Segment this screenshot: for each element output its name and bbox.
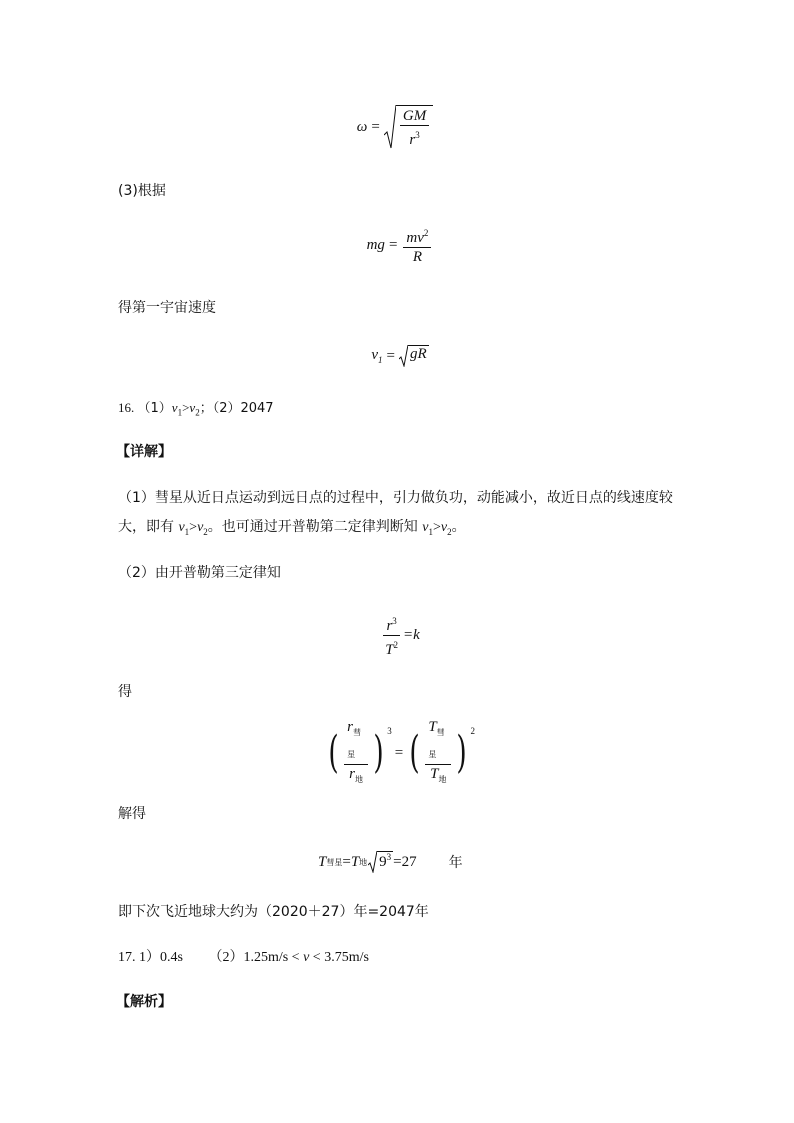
- sqrt-gr: [399, 345, 429, 367]
- equation-omega: [330, 104, 460, 150]
- omega-symbol: ω: [356, 118, 368, 135]
- exponent-2: 2: [423, 228, 429, 238]
- next-time-text: 即下次飞近地球大约为（2020＋27）年=2047年: [118, 904, 429, 920]
- denominator-R: R: [412, 249, 422, 265]
- equals-sign: =: [371, 118, 380, 135]
- jiede-label: 解得: [118, 806, 146, 822]
- exponent-3: 3: [387, 726, 392, 736]
- radical-sign-icon: [399, 345, 408, 367]
- fraction-mv2-r: [403, 225, 431, 265]
- equals-sign: =: [388, 236, 398, 253]
- section-3-label: (3)根据: [118, 183, 166, 199]
- exponent-2: 2: [470, 726, 475, 736]
- detail-header: 【详解】: [116, 444, 172, 460]
- fraction-t-ratio: $\frac{T_{彗星}}{T_地}$: [425, 719, 451, 788]
- fraction-r3-t2: $\frac{r^3}{T^2}$: [382, 613, 401, 658]
- fraction-gm-r3: [400, 108, 429, 148]
- equals-sign: =: [386, 347, 395, 364]
- equation-v1: [350, 343, 450, 369]
- year-unit: 年: [448, 855, 463, 871]
- question-16-answer: 16. $(1)v_1>v_2$；（2）2047: [118, 400, 274, 418]
- mg-term: mg: [366, 236, 385, 253]
- denominator-r: r: [409, 131, 416, 148]
- paragraph-1-line-1: （1）彗星从近日点运动到远日点的过程中，引力做负功，动能减小，故近日点的线速度较: [118, 490, 673, 506]
- v1-term: $v_1$: [371, 347, 383, 365]
- fraction-r-ratio: $\frac{r_{彗星}}{r_地}$: [344, 719, 368, 788]
- radical-sign-icon: [384, 105, 396, 149]
- equals-sign: =: [394, 744, 404, 761]
- equals-k: =k: [403, 626, 420, 643]
- first-cosmic-velocity-text: 得第一宇宙速度: [118, 300, 216, 316]
- sqrt-expression: [384, 105, 433, 149]
- radical-sign-icon: [368, 851, 377, 873]
- de-label: 得: [118, 684, 132, 700]
- radicand-gr: gR: [408, 345, 429, 367]
- equation-mg: [350, 222, 450, 268]
- equation-ratio: ( $\frac{r_{彗星}}{r_地}$ ) $^3$ = ( $\frac{T_{彗星}}{T_地}$ ) $^2$: [325, 724, 475, 782]
- exponent-3: 3: [415, 129, 420, 140]
- numerator-gm: GM: [400, 108, 429, 126]
- equation-kepler: [365, 612, 435, 658]
- analysis-header: 【解析】: [116, 994, 172, 1010]
- paragraph-1-line-2: 大，即有 $v_1>v_2$。也可通过开普勒第二定律判断知 $v_1>v_2$。: [118, 519, 466, 537]
- equation-period: T 彗星 = T 地 $9^3$ =27 年: [318, 852, 463, 871]
- question-17-answer: 17. 1）0.4s （2）1.25m/s < v < 3.75m/s: [118, 950, 369, 965]
- paragraph-2: （2）由开普勒第三定律知: [118, 565, 281, 581]
- sqrt-9-cubed: $9^3$: [368, 851, 393, 873]
- numerator-mv: mv: [406, 230, 424, 246]
